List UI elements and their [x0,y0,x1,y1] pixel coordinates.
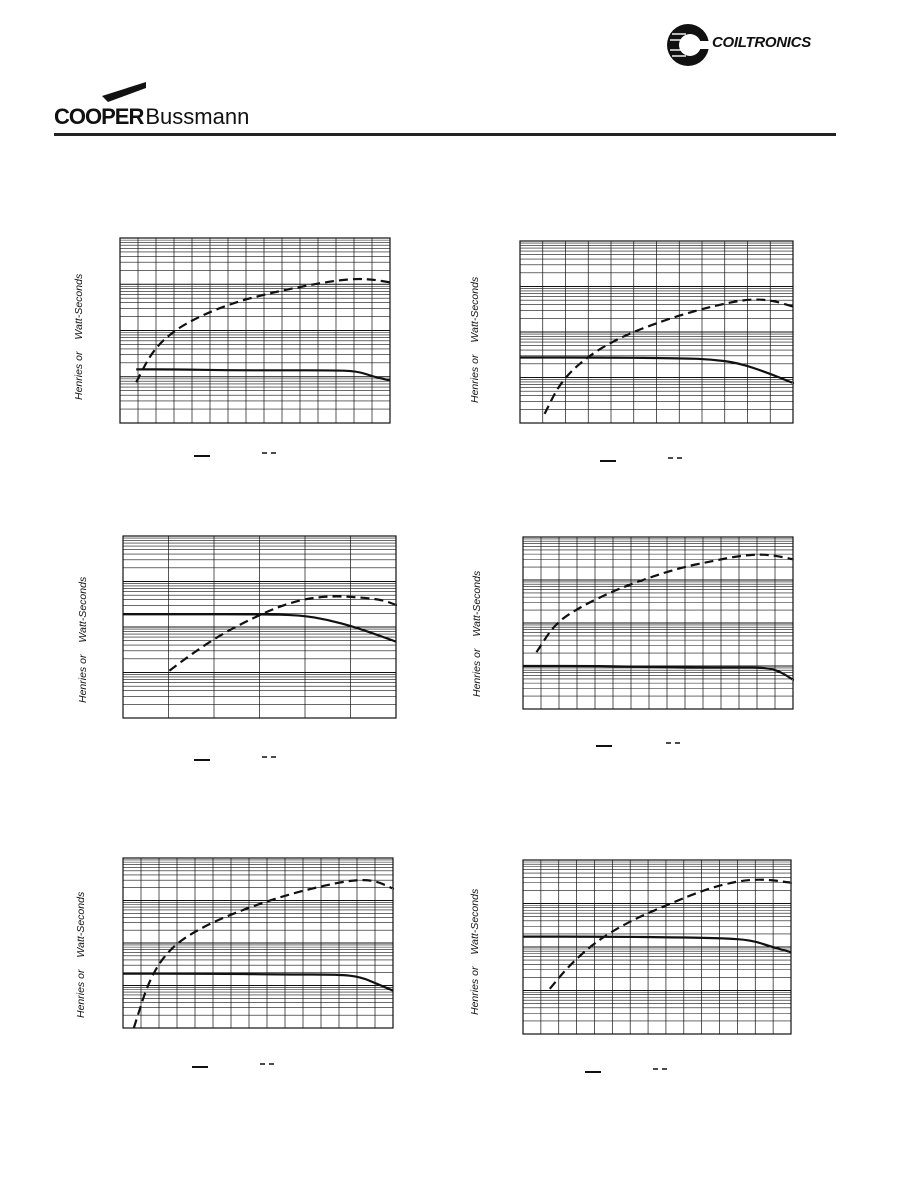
y-axis-label [469,276,481,403]
y-axis-label-henries: Henries or [469,354,481,403]
coiltronics-wordmark: COILTRONICS [712,34,811,51]
y-axis-label [469,888,481,1015]
chart-4 [471,537,793,746]
y-axis-label [75,891,87,1018]
y-axis-label-watt-seconds: Watt-Seconds [75,891,87,958]
y-axis-label [471,570,483,697]
y-axis-label-watt-seconds: Watt-Seconds [469,276,481,343]
y-axis-label-watt-seconds: Watt-Seconds [73,273,85,340]
y-axis-label [73,273,85,400]
y-axis-label [77,576,89,703]
chart-1 [73,238,390,456]
y-axis-label-watt-seconds: Watt-Seconds [471,570,483,637]
y-axis-label-henries: Henries or [73,351,85,400]
chart-2 [469,241,793,461]
chart-6 [469,860,791,1072]
y-axis-label-henries: Henries or [469,966,481,1015]
y-axis-label-henries: Henries or [471,648,483,697]
y-axis-label-watt-seconds: Watt-Seconds [77,576,89,643]
cooper-bussmann-wordmark: COOPERBussmann [54,104,250,129]
y-axis-label-henries: Henries or [77,654,89,703]
y-axis-label-watt-seconds: Watt-Seconds [469,888,481,955]
chart-5 [75,858,393,1067]
y-axis-label-henries: Henries or [75,969,87,1018]
chart-3 [77,536,396,760]
